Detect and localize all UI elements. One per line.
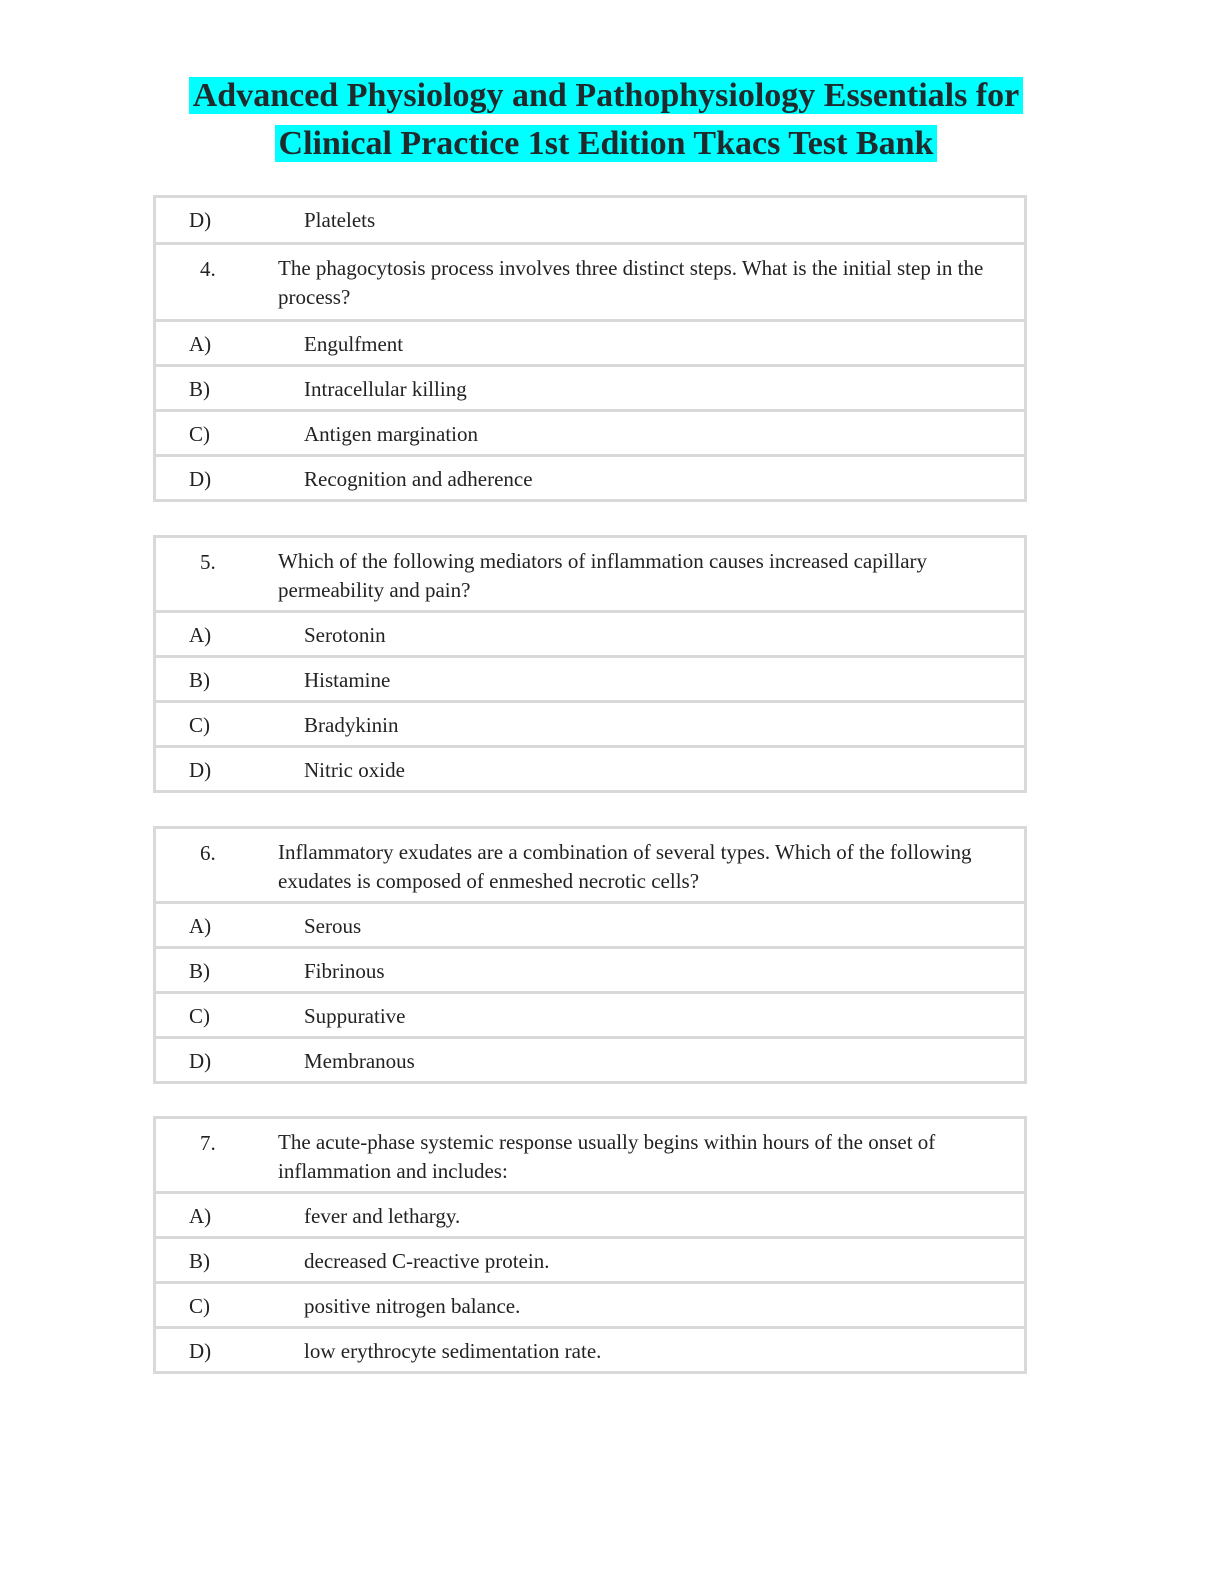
option-letter: A) [189, 332, 212, 356]
answer-option-row [156, 1036, 1024, 1081]
question-row [156, 829, 1024, 901]
option-letter: C) [189, 1294, 210, 1318]
option-letter: D) [189, 208, 212, 232]
answer-option-row [156, 991, 1024, 1036]
answer-option-row [156, 700, 1024, 745]
option-text: Suppurative [304, 1004, 406, 1028]
answer-option-row [156, 409, 1024, 454]
option-text: decreased C-reactive protein. [304, 1249, 550, 1273]
title-line-2: Clinical Practice 1st Edition Tkacs Test Bank [275, 125, 938, 162]
document-title [0, 72, 1212, 168]
option-letter: D) [189, 1049, 212, 1073]
answer-option-row [156, 610, 1024, 655]
question-number: 7. [200, 1131, 216, 1155]
option-letter: D) [189, 758, 212, 782]
option-text: fever and lethargy. [304, 1204, 461, 1228]
option-letter: B) [189, 959, 210, 983]
question-block-5 [153, 535, 1027, 793]
question-block-7 [153, 1116, 1027, 1374]
option-text: Histamine [304, 668, 391, 692]
question-text: Which of the following mediators of inflammation causes increased capillary permeability and pain? [278, 549, 928, 602]
question-text: The phagocytosis process involves three distinct steps. What is the initial step in the process? [278, 256, 984, 309]
option-letter: D) [189, 467, 212, 491]
option-letter: B) [189, 668, 210, 692]
option-letter: C) [189, 713, 210, 737]
answer-option-row [156, 364, 1024, 409]
option-text: Recognition and adherence [304, 467, 533, 491]
answer-option-row [156, 319, 1024, 364]
question-text: The acute-phase systemic response usually begins within hours of the onset of inflammation and includes: [278, 1130, 936, 1183]
answer-option-row [156, 198, 1024, 242]
question-number: 6. [200, 841, 216, 865]
option-text: Serotonin [304, 623, 386, 647]
option-letter: A) [189, 914, 212, 938]
title-line-1: Advanced Physiology and Pathophysiology Essentials for [189, 77, 1024, 114]
answer-option-row [156, 745, 1024, 790]
option-text: Intracellular killing [304, 377, 467, 401]
option-letter: C) [189, 422, 210, 446]
option-text: Serous [304, 914, 362, 938]
question-number: 5. [200, 550, 216, 574]
question-number: 4. [200, 257, 216, 281]
answer-option-row [156, 1281, 1024, 1326]
option-text: Nitric oxide [304, 758, 405, 782]
question-row [156, 242, 1024, 319]
option-letter: A) [189, 623, 212, 647]
question-block-6 [153, 826, 1027, 1084]
option-text: Bradykinin [304, 713, 399, 737]
answer-option-row [156, 901, 1024, 946]
option-text: Membranous [304, 1049, 415, 1073]
answer-option-row [156, 1236, 1024, 1281]
option-text: positive nitrogen balance. [304, 1294, 521, 1318]
question-row [156, 1119, 1024, 1191]
option-letter: C) [189, 1004, 210, 1028]
answer-option-row [156, 1191, 1024, 1236]
question-row [156, 538, 1024, 610]
option-text: Platelets [304, 208, 376, 232]
answer-option-row [156, 946, 1024, 991]
option-letter: B) [189, 377, 210, 401]
answer-option-row [156, 454, 1024, 499]
option-text: Engulfment [304, 332, 404, 356]
option-letter: A) [189, 1204, 212, 1228]
answer-option-row [156, 1326, 1024, 1371]
answer-option-row [156, 655, 1024, 700]
option-text: low erythrocyte sedimentation rate. [304, 1339, 602, 1363]
option-letter: D) [189, 1339, 212, 1363]
question-text: Inflammatory exudates are a combination of several types. Which of the following exudates is composed of enmeshed necrotic cells? [278, 840, 972, 893]
option-letter: B) [189, 1249, 210, 1273]
question-block-4 [153, 195, 1027, 502]
option-text: Antigen margination [304, 422, 478, 446]
option-text: Fibrinous [304, 959, 385, 983]
